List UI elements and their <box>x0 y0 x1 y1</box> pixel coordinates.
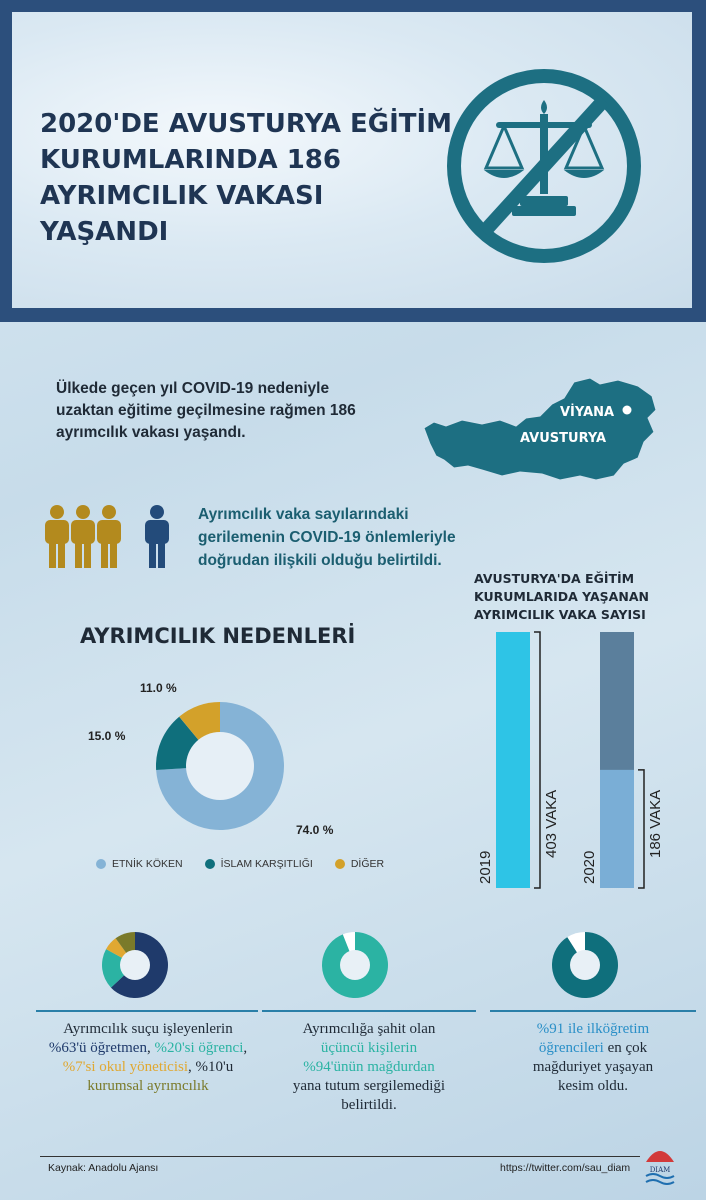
bar-2019 <box>496 632 530 888</box>
vienna-dot <box>623 406 632 415</box>
svg-text:DIAM: DIAM <box>649 1166 671 1174</box>
legend-swatch <box>96 859 106 869</box>
witnesses-hole <box>340 950 370 980</box>
intro-text: Ülkede geçen yıl COVID-19 nedeniyle uzaktan eğitime geçilmesine rağmen 186 ayrımcılık vakası yaşandı. <box>56 380 356 441</box>
twitter-link[interactable]: https://twitter.com/sau_diam <box>500 1162 631 1174</box>
vienna-label: VİYANA <box>560 405 615 420</box>
bar-year-label: 2019 <box>477 850 494 884</box>
perpetrators-hole <box>120 950 150 980</box>
reasons-value-label: 74.0 % <box>296 823 334 837</box>
diam-logo-icon <box>642 1140 678 1192</box>
austria-map <box>420 360 670 490</box>
reasons-donut-chart <box>60 670 380 850</box>
legend-swatch <box>335 859 345 869</box>
perpetrators-note: Ayrımcılık suçu işleyenlerin %63'ü öğretmen, %20'si öğrenci, %7'si okul yöneticisi, %10'u kurumsal ayrımcılık <box>48 1021 248 1094</box>
note-line-2 <box>262 1010 476 1012</box>
witnesses-donut <box>320 930 390 1000</box>
person-icon <box>97 505 121 568</box>
bar-2020 <box>600 770 634 888</box>
page-title: 2020'DE AVUSTURYA EĞİTİM KURUMLARINDA 186 AYRIMCILIK VAKASI YAŞANDI <box>40 109 453 247</box>
bar-bracket <box>534 632 540 888</box>
perpetrators-donut <box>100 930 170 1000</box>
bar-value-label: 186 VAKA <box>647 789 664 858</box>
footer-divider <box>40 1156 640 1157</box>
legend-item <box>96 858 183 870</box>
reasons-value-label: 11.0 % <box>140 681 177 695</box>
reasons-title: AYRIMCILIK NEDENLERİ <box>80 624 356 648</box>
person-icon <box>145 505 169 568</box>
witnesses-note: Ayrımcılığa şahit olan üçüncü kişilerin %94'ünün mağdurdan yana tutum sergilemediği belirtildi. <box>292 1021 446 1113</box>
legend-swatch <box>205 859 215 869</box>
people-group-icon <box>44 504 184 570</box>
note-line-3 <box>490 1010 696 1012</box>
bar-chart-title: AVUSTURYA'DA EĞİTİM KURUMLARIDA YAŞANAN AYRIMCILIK VAKA SAYISI <box>474 571 649 622</box>
legend-item <box>335 858 384 870</box>
victims-hole <box>570 950 600 980</box>
no-scale-justice-icon <box>444 66 644 266</box>
legend-label: İSLAM KARŞITLIĞI <box>220 858 313 870</box>
person-icon <box>71 505 95 568</box>
reasons-value-label: 15.0 % <box>88 729 126 743</box>
reasons-legend <box>96 858 384 870</box>
legend-label: DİĞER <box>350 858 385 870</box>
country-label: AVUSTURYA <box>520 431 607 446</box>
source-text: Kaynak: Anadolu Ajansı <box>48 1162 159 1174</box>
legend-item <box>205 858 313 870</box>
legend-label: ETNİK KÖKEN <box>112 858 183 870</box>
bar-bracket <box>638 770 644 888</box>
vaka-bar-chart <box>470 628 700 898</box>
victims-note: %91 ile ilköğretim öğrencileri en çok mağduriyet yaşayan kesim oldu. <box>532 1021 654 1094</box>
bar-year-label: 2020 <box>581 850 598 884</box>
people-text: Ayrımcılık vaka sayılarındaki gerilemenin COVID-19 önlemleriyle doğrudan ilişkili olduğu belirtildi. <box>198 506 456 569</box>
victims-donut <box>550 930 620 1000</box>
austria-shape <box>424 378 656 480</box>
person-icon <box>45 505 69 568</box>
note-line-1 <box>36 1010 258 1012</box>
bar-value-label: 403 VAKA <box>543 789 560 858</box>
reasons-hole <box>186 732 254 800</box>
